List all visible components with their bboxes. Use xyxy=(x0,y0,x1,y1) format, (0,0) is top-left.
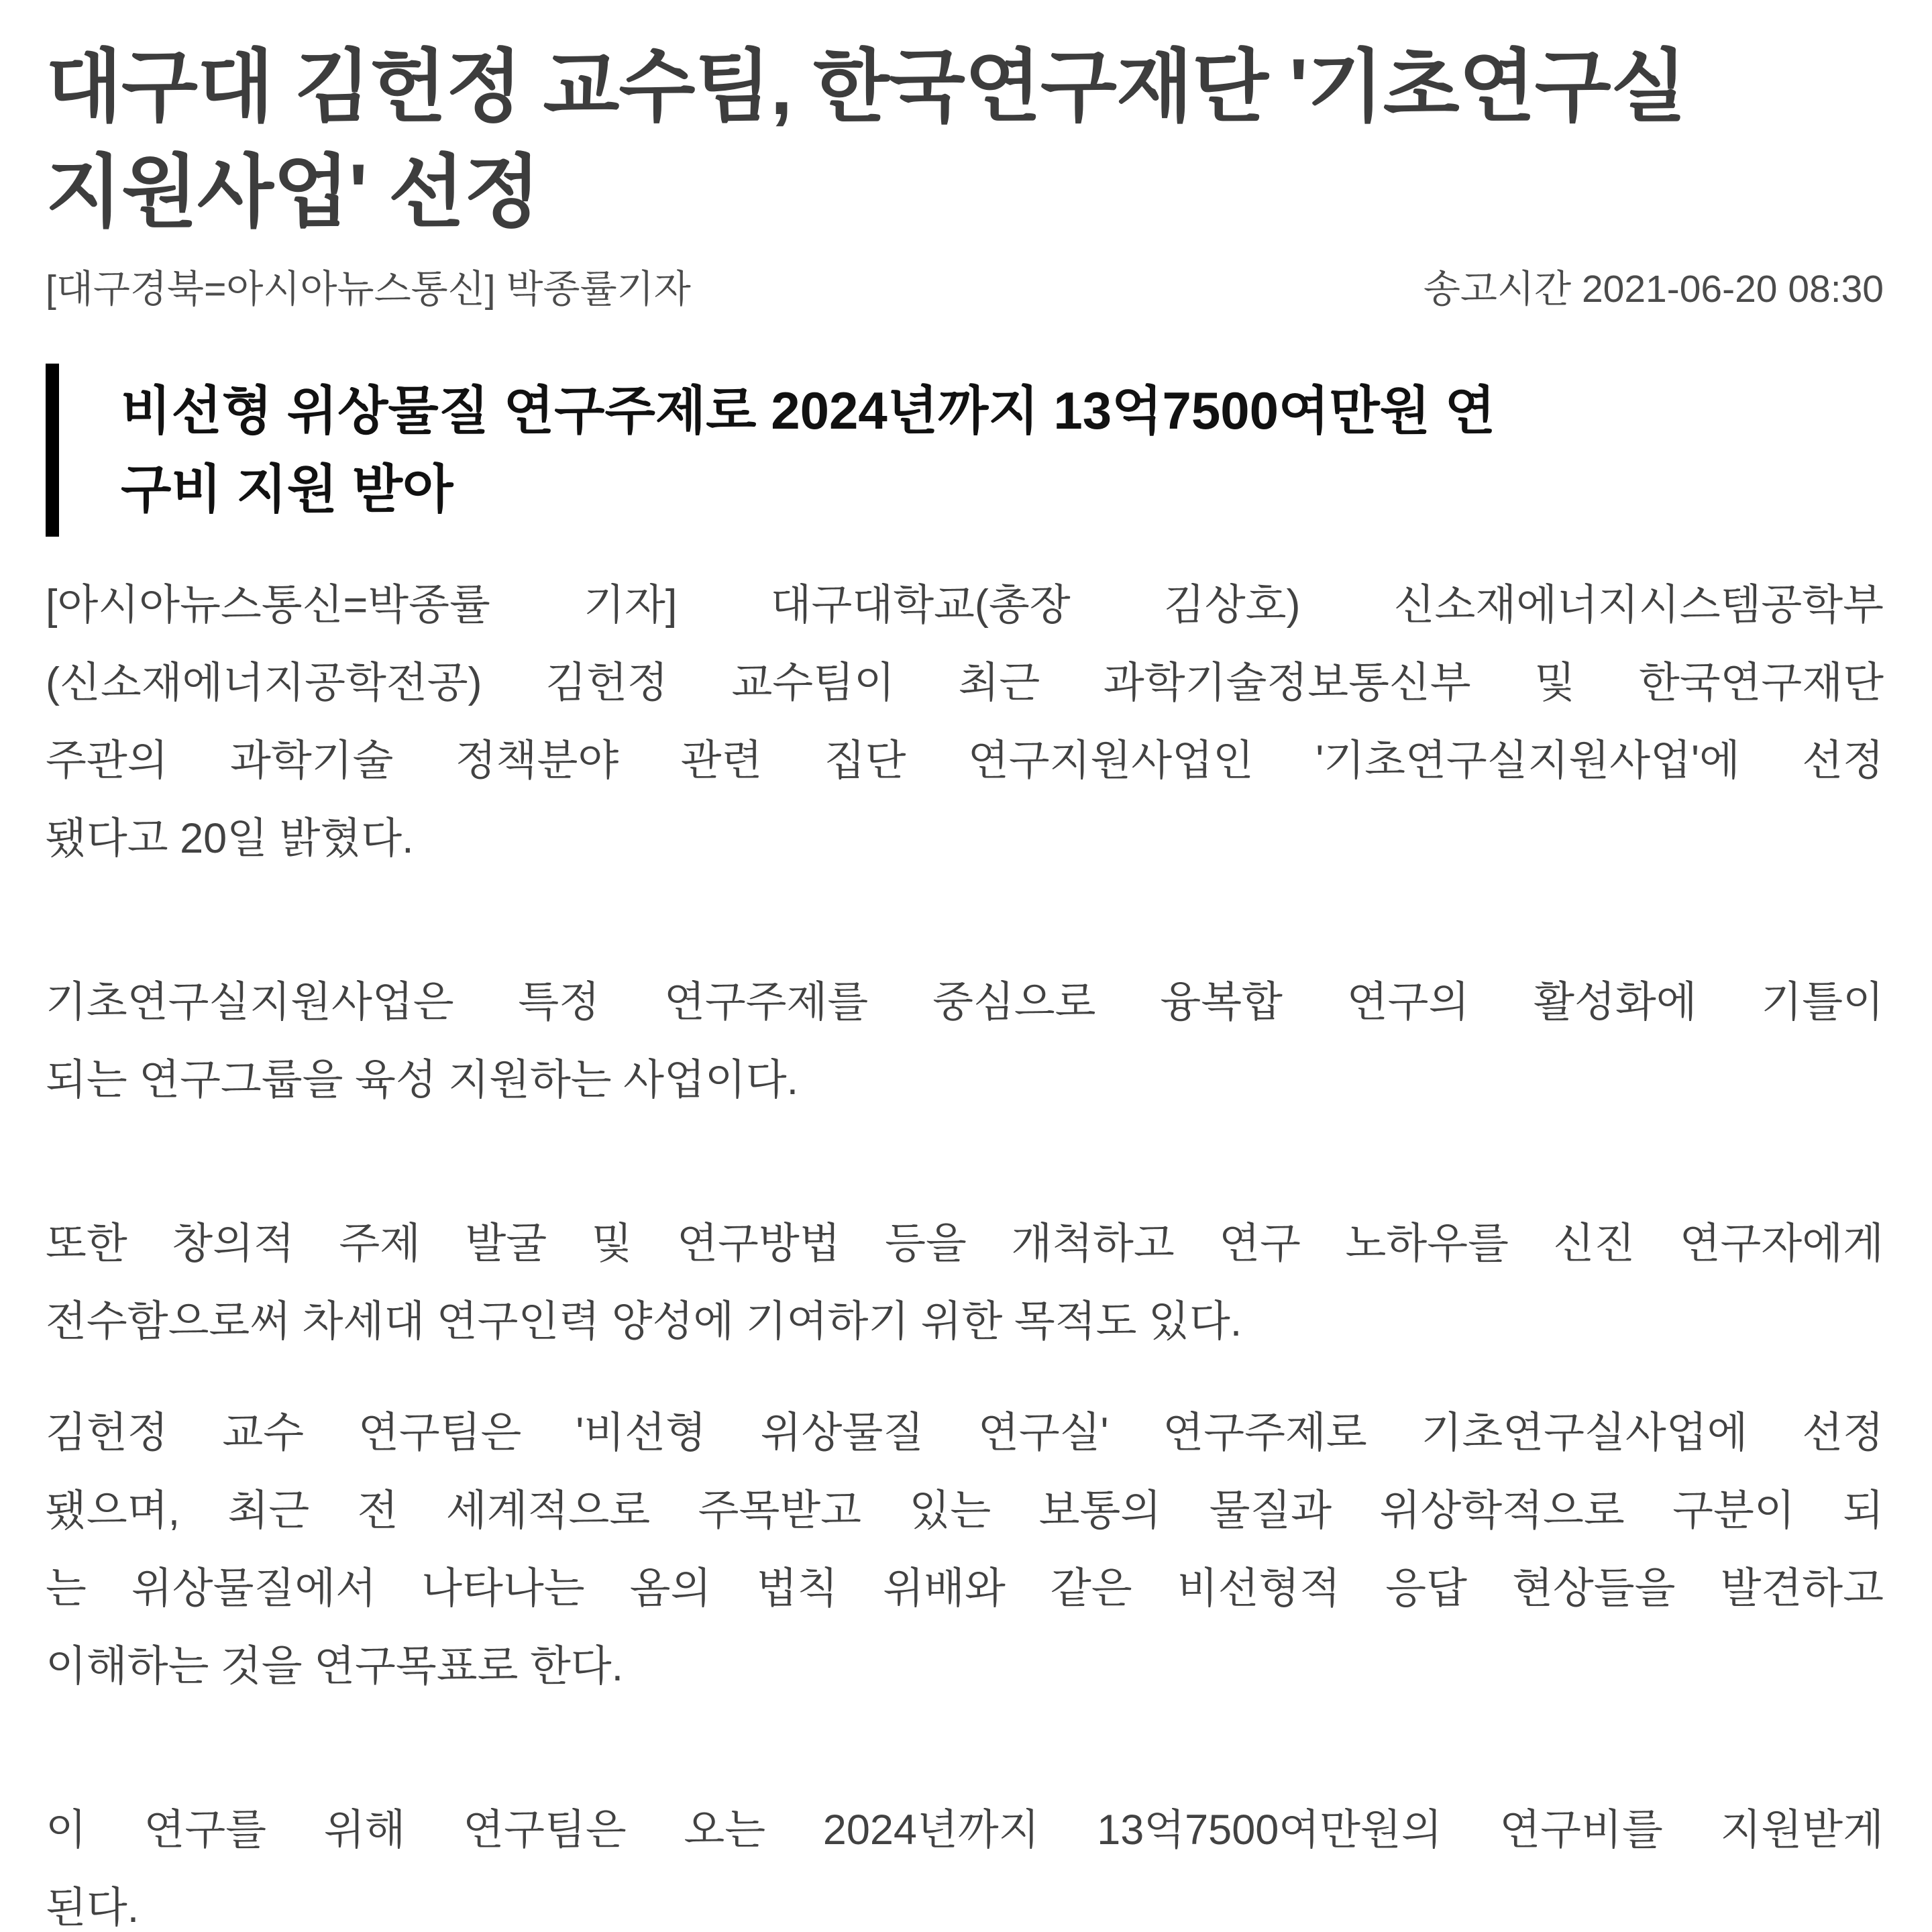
body-line: 또한 창의적 주제 발굴 및 연구방법 등을 개척하고 연구 노하우를 신진 연구자에게 xyxy=(46,1220,1884,1267)
body-line: 주관의 과학기술 정책분야 관련 집단 연구지원사업인 '기초연구실지원사업'에 선정 xyxy=(46,737,1884,784)
body-line: 전수함으로써 차세대 연구인력 양성에 기여하기 위한 목적도 있다. xyxy=(46,1298,1242,1345)
headline-line: 지원사업' 선정 xyxy=(46,148,540,237)
paragraph xyxy=(46,566,1884,877)
body-line: (신소재에너지공학전공) 김헌정 교수팀이 최근 과학기술정보통신부 및 한국연구재단 xyxy=(46,659,1884,706)
body-line: 는 위상물질에서 나타나는 옴의 법칙 위배와 같은 비선형적 응답 현상들을 발견하고 xyxy=(46,1565,1884,1612)
body-line: 김헌정 교수 연구팀은 '비선형 위상물질 연구실' 연구주제로 기초연구실사업에 선정 xyxy=(46,1409,1884,1456)
body-line: 된다. xyxy=(46,1884,140,1931)
byline-row xyxy=(46,266,1884,313)
article-body xyxy=(46,566,1884,1932)
paragraph xyxy=(46,963,1884,1119)
headline-line: 대구대 김헌정 교수팀, 한국연구재단 '기초연구실 xyxy=(46,43,1686,131)
subheading-line: 비선형 위상물질 연구주제로 2024년까지 13억7500여만원 연 xyxy=(121,381,1496,440)
body-line: 되는 연구그룹을 육성 지원하는 사업이다. xyxy=(46,1057,799,1104)
paragraph xyxy=(46,1394,1884,1705)
paragraph xyxy=(46,1791,1884,1932)
body-line: 기초연구실지원사업은 특정 연구주제를 중심으로 융복합 연구의 활성화에 기틀이 xyxy=(46,979,1884,1026)
subheading-line: 구비 지원 받아 xyxy=(121,460,453,519)
body-line: [아시아뉴스통신=박종률 기자] 대구대학교(총장 김상호) 신소재에너지시스템공학부 xyxy=(46,582,1884,629)
publish-time: 송고시간 2021-06-20 08:30 xyxy=(1423,268,1884,311)
body-line: 이해하는 것을 연구목표로 한다. xyxy=(46,1643,624,1690)
byline: [대구경북=아시아뉴스통신] 박종률기자 xyxy=(46,268,691,311)
article-headline xyxy=(46,0,1884,246)
body-line: 됐으며, 최근 전 세계적으로 주목받고 있는 보통의 물질과 위상학적으로 구분이 되 xyxy=(46,1487,1884,1534)
body-line: 됐다고 20일 밝혔다. xyxy=(46,815,414,862)
body-line: 이 연구를 위해 연구팀은 오는 2024년까지 13억7500여만원의 연구비를 지원받게 xyxy=(46,1807,1884,1854)
paragraph xyxy=(46,1205,1884,1360)
subheading-quote xyxy=(46,364,1884,537)
